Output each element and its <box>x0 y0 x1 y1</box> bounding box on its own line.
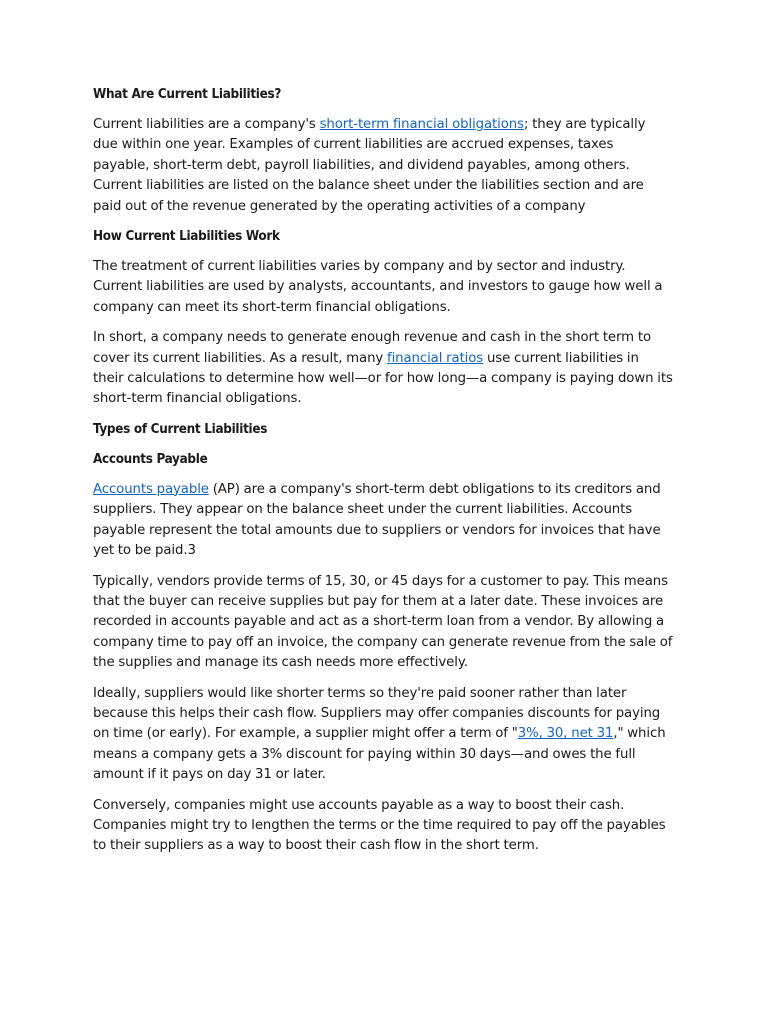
link-financial-ratios[interactable]: financial ratios <box>387 350 484 366</box>
paragraph-treatment: The treatment of current liabilities varies by company and by sector and industry. Current liabilities are used by analysts, accountants, and investors to gauge how well a company can meet its short-term financial obligations. <box>93 259 663 315</box>
heading-types-of-current-liabilities: Types of Current Liabilities <box>93 421 268 437</box>
heading-accounts-payable: Accounts Payable <box>93 451 208 467</box>
paragraph-accounts-payable <box>93 480 673 562</box>
paragraph-text: Current liabilities are a company's <box>93 117 320 132</box>
paragraph-text: In short, a company needs to generate enough revenue and cash in the short term to cover its current liabilities. As a result, many <box>93 330 651 366</box>
paragraph-text: (AP) are a company's short-term debt obligations to its creditors and suppliers. They appear on the balance sheet under the current liabilities. Accounts payable represent the total amounts due to suppliers or vendors for invoices that have yet to be paid.3 <box>93 481 661 559</box>
paragraph-text: use current liabilities in their calculations to determine how well—or for how long—a company is paying down its short-term financial obligations. <box>93 350 673 407</box>
link-3-30-net-31[interactable]: 3%, 30, net 31 <box>517 726 614 742</box>
paragraph-conversely: Conversely, companies might use accounts payable as a way to boost their cash. Companies might try to lengthen the terms or the time required to pay off the payables to their suppliers as a way to boost their cash flow in the short term. <box>93 797 666 854</box>
heading-what-are-current-liabilities: What Are Current Liabilities? <box>93 87 282 102</box>
link-short-term-financial-obligations[interactable]: short-term financial obligations <box>319 117 524 132</box>
paragraph-text: ," which means a company gets a 3% discount for paying within 30 days—and owes the full amount if it pays on day 31 or later. <box>93 726 666 783</box>
paragraph-text: ; they are typically due within one year. Examples of current liabilities are accrued expenses, taxes payable, short-term debt, payroll liabilities, and dividend payables, among others. Current liabilities are listed on the balance sheet under the liabilities section and are paid out of the revenue generated by the operating activities of a company <box>93 117 646 214</box>
document-body <box>93 85 673 857</box>
paragraph-definition <box>93 115 673 217</box>
paragraph-vendor-terms: Typically, vendors provide terms of 15, 30, or 45 days for a customer to pay. This means that the buyer can receive supplies but pay for them at a later date. These invoices are recorded in accounts payable and act as a short-term loan from a vendor. By allowing a company time to pay off an invoice, the company can generate revenue from the sale of the supplies and manage its cash needs more effectively. <box>93 573 673 671</box>
paragraph-in-short <box>93 328 673 410</box>
link-accounts-payable[interactable]: Accounts payable <box>93 481 209 497</box>
paragraph-shorter-terms <box>93 684 673 786</box>
paragraph-text: Ideally, suppliers would like shorter terms so they're paid sooner rather than later because this helps their cash flow. Suppliers may offer companies discounts for paying on time (or early). For example, a supplier might offer a term of " <box>93 685 661 742</box>
heading-how-current-liabilities-work: How Current Liabilities Work <box>93 229 280 245</box>
